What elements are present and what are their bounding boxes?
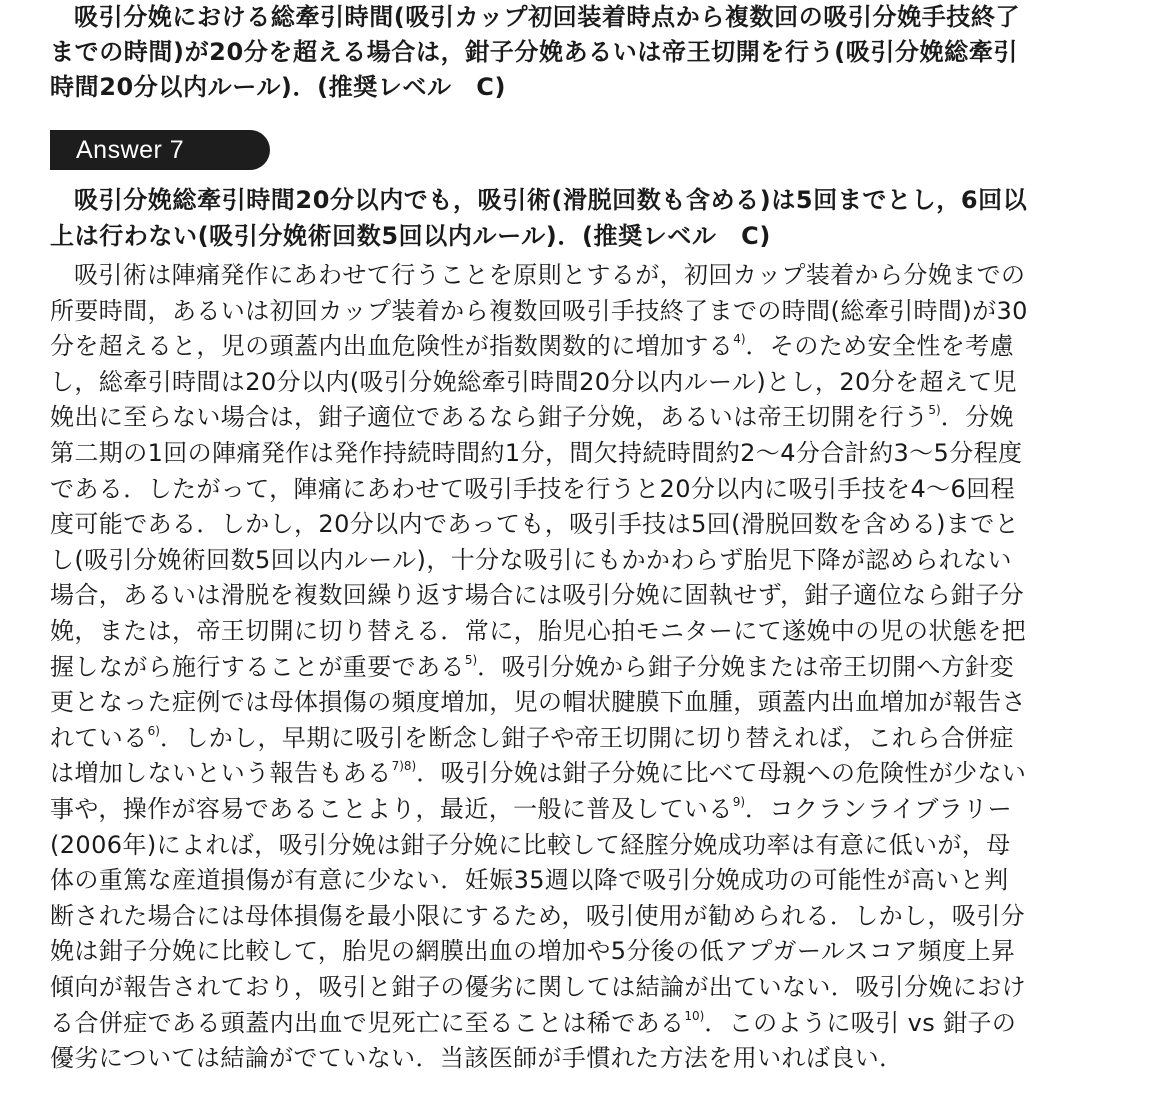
- body-line: [50, 756, 1026, 790]
- body-line: [50, 863, 1009, 897]
- body-line-text: (2006年)によれば，吸引分娩は鉗子分娩に比較して経腟分娩成功率は有意に低いが，母: [50, 831, 1011, 859]
- body-line-text: 娩，または，帝王切開に切り替える．常に，胎児心拍モニターにて遂娩中の児の状態を把: [50, 617, 1026, 645]
- body-line-text: 更となった症例では母体損傷の頻度増加，児の帽状腱膜下血腫，頭蓋内出血増加が報告さ: [50, 688, 1026, 716]
- body-line-text: 体の重篤な産道損傷が有意に少ない．妊娠35週以降で吸引分娩成功の可能性が高いと判: [50, 866, 1009, 894]
- body-line: [50, 828, 1011, 862]
- body-line: [50, 578, 1024, 612]
- citation-superscript: 4): [733, 332, 746, 346]
- citation-superscript: 7)8): [391, 759, 417, 773]
- body-line-text: 分を超えると，児の頭蓋内出血危険性が指数関数的に増加する: [50, 332, 734, 360]
- body-line-text: 度可能である．しかし，20分以内であっても，吸引手技は5回(滑脱回数を含める)までと: [50, 510, 1020, 538]
- body-line-text: れている: [50, 724, 148, 752]
- body-line-text: し，総牽引時間は20分以内(吸引分娩総牽引時間20分以内ルール)とし，20分を超えて児: [50, 368, 1018, 396]
- body-line-text: ．コクランライブラリー: [745, 795, 1013, 823]
- body-line: [50, 329, 1014, 363]
- body-line: [50, 1006, 1016, 1040]
- body-line-text: 所要時間，あるいは初回カップ装着から複数回吸引手技終了までの時間(総牽引時間)が30: [50, 297, 1028, 325]
- body-line-text: ．しかし，早期に吸引を断念し鉗子や帝王切開に切り替えれば，これら合併症: [159, 724, 1014, 752]
- body-line-text: 断された場合には母体損傷を最小限にするため，吸引使用が勧められる．しかし，吸引分: [50, 902, 1026, 930]
- body-line: [50, 934, 1015, 968]
- body-line-text: 優劣については結論がでていない．当該医師が手慣れた方法を用いれば良い．: [50, 1044, 904, 1072]
- body-line-text: ．吸引分娩から鉗子分娩または帝王切開へ方針変: [477, 653, 1014, 681]
- recommendation-7-line: 吸引分娩総牽引時間20分以内でも，吸引術(滑脱回数も含める)は5回までとし，6回以: [74, 186, 1028, 214]
- body-line-text: る合併症である頭蓋内出血で児死亡に至ることは稀である: [50, 1009, 685, 1037]
- recommendation-7-line: 上は行わない(吸引分娩術回数5回以内ルール)．(推奨レベル C): [50, 222, 771, 250]
- body-line: [74, 258, 1025, 292]
- body-line-text: ．分娩: [940, 403, 1014, 431]
- body-line-text: ．吸引分娩は鉗子分娩に比べて母親への危険性が少ない: [416, 759, 1027, 787]
- body-line: [50, 436, 1022, 470]
- body-line: [50, 543, 1012, 577]
- body-line: [50, 650, 1014, 684]
- body-line-text: は増加しないという報告もある: [50, 759, 392, 787]
- citation-superscript: 9): [732, 795, 746, 809]
- body-line: [50, 507, 1019, 541]
- body-line-text: 第二期の1回の陣痛発作は発作持続時間約1分，間欠持続時間約2～4分合計約3～5分程度: [50, 439, 1023, 467]
- body-line: [50, 792, 1012, 826]
- body-line-text: し(吸引分娩術回数5回以内ルール)，十分な吸引にもかかわらず胎児下降が認められない: [50, 546, 1012, 574]
- recommendation-6-line: までの時間)が20分を超える場合は，鉗子分娩あるいは帝王切開を行う(吸引分娩総牽引: [50, 38, 1018, 66]
- body-line-text: 握しながら施行することが重要である: [50, 653, 465, 681]
- body-line-text: 場合，あるいは滑脱を複数回繰り返す場合には吸引分娩に固執せず，鉗子適位なら鉗子分: [50, 581, 1025, 609]
- answer-badge: Answer 7: [50, 130, 270, 170]
- body-line: [50, 721, 1014, 755]
- citation-superscript: 10): [684, 1009, 705, 1023]
- body-line: [50, 1041, 904, 1075]
- body-line: [50, 365, 1017, 399]
- body-line-text: 娩出に至らない場合は，鉗子適位であるなら鉗子分娩，あるいは帝王切開を行う: [50, 403, 929, 431]
- body-line-text: ．このように吸引 vs 鉗子の: [704, 1009, 1017, 1037]
- body-line-text: 事や，操作が容易であることより，最近，一般に普及している: [50, 795, 733, 823]
- body-line-text: ．そのため安全性を考慮: [745, 332, 1014, 360]
- citation-superscript: 6): [147, 724, 160, 738]
- body-line-text: 傾向が報告されており，吸引と鉗子の優劣に関しては結論が出ていない．吸引分娩におけ: [50, 973, 1026, 1001]
- body-line: [50, 685, 1026, 719]
- recommendation-6-line: 吸引分娩における総牽引時間(吸引カップ初回装着時点から複数回の吸引分娩手技終了: [74, 3, 1021, 31]
- body-line: [50, 400, 1014, 434]
- body-line: [50, 294, 1028, 328]
- citation-superscript: 5): [464, 653, 478, 667]
- body-line: [50, 614, 1026, 648]
- body-line: [50, 899, 1025, 933]
- body-line: [50, 472, 1015, 506]
- body-line: [50, 970, 1026, 1004]
- body-line-text: 吸引術は陣痛発作にあわせて行うことを原則とするが，初回カップ装着から分娩までの: [74, 261, 1026, 289]
- body-line-text: である．したがって，陣痛にあわせて吸引手技を行うと20分以内に吸引手技を4～6回程: [50, 475, 1015, 503]
- citation-superscript: 5): [928, 403, 941, 417]
- recommendation-6-line: 時間20分以内ルール)．(推奨レベル C): [50, 73, 507, 101]
- body-line-text: 娩は鉗子分娩に比較して，胎児の網膜出血の増加や5分後の低アプガールスコア頻度上昇: [50, 937, 1016, 965]
